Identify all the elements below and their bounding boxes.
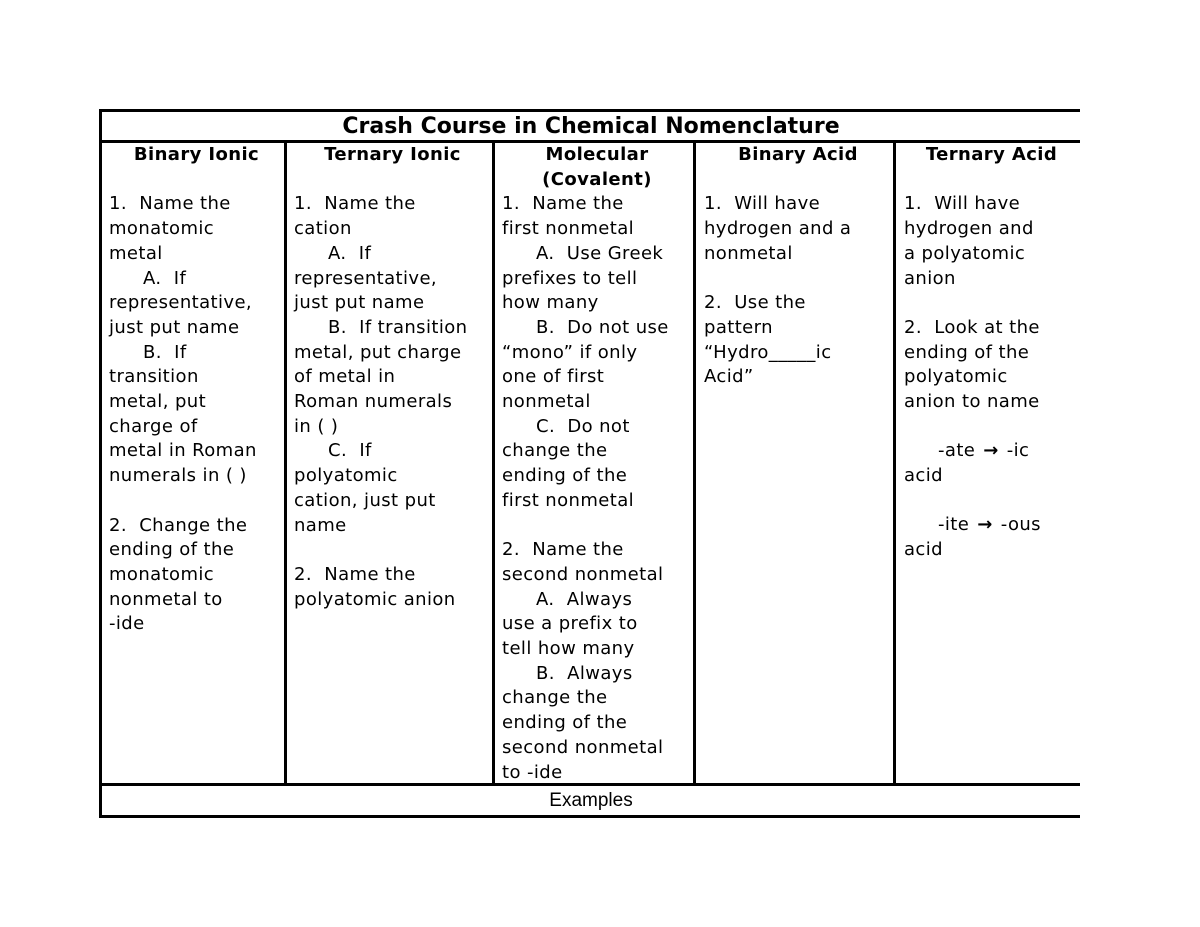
- column-text-line: Acid”: [704, 366, 754, 388]
- column-text-line: to -ide: [502, 761, 563, 783]
- column-text-line: anion to name: [904, 391, 1040, 412]
- column-text-line: 1. Name the: [294, 193, 416, 215]
- column-text-line: [294, 538, 491, 563]
- column-text-line: representative,: [294, 267, 438, 289]
- column-text-line: nonmetal to: [109, 588, 223, 610]
- column-text-line: cation, just put: [294, 489, 436, 511]
- column-text-line: C. If: [328, 440, 372, 462]
- column-heading: [294, 143, 491, 168]
- column-text-line: prefixes to tell: [502, 267, 638, 289]
- suffix-result: acid: [904, 539, 943, 561]
- column-text-line: [904, 415, 1079, 440]
- column-text-line: B. Do not use: [536, 316, 669, 338]
- column-divider-3: [693, 140, 696, 785]
- column-body: [294, 192, 491, 612]
- column-text-line: one of first: [502, 366, 605, 388]
- column-heading: [904, 143, 1079, 168]
- column-text-line: -ide: [109, 613, 145, 635]
- column-text-line: [502, 514, 692, 539]
- column-text-line: 1. Name the: [502, 193, 624, 215]
- column-text-line: polyatomic anion: [294, 588, 456, 610]
- column-text-line: metal, put charge: [294, 341, 462, 363]
- column-text-line: how many: [502, 292, 599, 314]
- column-ternary-ionic: [294, 143, 491, 783]
- column-text-line: polyatomic: [294, 465, 398, 487]
- column-heading-line: Ternary Acid: [925, 144, 1058, 165]
- column-text-line: [109, 489, 284, 514]
- column-text-line: A. Use Greek: [536, 242, 664, 264]
- column-binary-ionic: [109, 143, 284, 783]
- column-text-line: [704, 267, 892, 292]
- suffix-rule: [904, 513, 1079, 538]
- column-text-line: hydrogen and a: [704, 218, 852, 240]
- column-ternary-acid: [904, 143, 1079, 783]
- column-text-line: 1. Will have: [704, 193, 821, 215]
- column-text-line: just put name: [109, 316, 240, 338]
- column-text-line: B. If transition: [328, 316, 468, 338]
- column-text-line: pattern: [704, 316, 773, 338]
- column-text-line: A. Always: [536, 588, 633, 610]
- column-text-line: ending of the: [502, 465, 628, 487]
- column-body: [704, 192, 892, 390]
- column-text-line: anion: [904, 267, 956, 289]
- column-heading-line: Binary Acid: [738, 144, 858, 165]
- table-title: Crash Course in Chemical Nomenclature: [342, 114, 840, 139]
- column-text-line: a polyatomic: [904, 242, 1026, 264]
- column-text-line: 1. Name the: [109, 193, 231, 215]
- column-text-line: B. Always: [536, 662, 633, 684]
- column-text-line: ending of the: [904, 341, 1030, 363]
- column-text-line: Roman numerals: [294, 391, 453, 413]
- column-heading-line: Ternary Ionic: [324, 144, 461, 165]
- column-heading: [704, 143, 892, 168]
- column-body: [502, 192, 692, 785]
- table-left-border: [99, 109, 102, 818]
- column-body: [904, 192, 1079, 563]
- column-divider-4: [893, 140, 896, 785]
- suffix-from: -ite: [938, 514, 970, 536]
- suffix-rule: [904, 439, 1079, 464]
- column-text-line: first nonmetal: [502, 218, 635, 240]
- column-text-line: cation: [294, 218, 352, 240]
- blank-line: [904, 489, 1079, 514]
- column-text-line: monatomic: [109, 563, 215, 585]
- column-text-line: just put name: [294, 292, 425, 314]
- column-heading: [109, 143, 284, 168]
- column-text-line: hydrogen and: [904, 218, 1034, 240]
- column-text-line: 2. Name the: [502, 539, 624, 561]
- suffix-result: acid: [904, 465, 943, 487]
- column-text-line: ending of the: [502, 712, 628, 734]
- column-text-line: ending of the: [109, 539, 235, 561]
- column-text-line: 2. Name the: [294, 563, 416, 585]
- column-heading: [502, 143, 692, 192]
- column-text-line: change the: [502, 440, 608, 462]
- column-text-line: A. If: [143, 267, 187, 289]
- column-text-line: use a prefix to: [502, 613, 638, 635]
- column-text-line: in ( ): [294, 415, 339, 437]
- column-text-line: transition: [109, 366, 199, 388]
- examples-row-label: Examples: [549, 790, 633, 811]
- column-text-line: 2. Change the: [109, 514, 248, 536]
- column-text-line: representative,: [109, 292, 253, 314]
- column-text-line: charge of: [109, 415, 198, 437]
- column-text-line: name: [294, 514, 347, 536]
- column-text-line: “mono” if only: [502, 341, 638, 363]
- column-text-line: 1. Will have: [904, 193, 1021, 215]
- column-text-line: A. If: [328, 242, 372, 264]
- column-heading-line: (Covalent): [542, 168, 652, 190]
- column-text-line: [904, 291, 1079, 316]
- column-text-line: second nonmetal: [502, 736, 664, 758]
- column-text-line: tell how many: [502, 638, 635, 660]
- suffix-from: -ate: [938, 440, 976, 462]
- column-text-line: second nonmetal: [502, 563, 664, 585]
- column-text-line: 2. Use the: [704, 292, 806, 314]
- arrow-right-icon: →: [983, 440, 999, 462]
- column-divider-1: [284, 140, 287, 785]
- column-text-line: first nonmetal: [502, 489, 635, 511]
- column-text-line: 2. Look at the: [904, 316, 1040, 338]
- nomenclature-table: [99, 109, 1080, 818]
- suffix-to: -ous: [1000, 514, 1041, 536]
- suffix-to: -ic: [1006, 440, 1030, 462]
- column-text-line: numerals in ( ): [109, 465, 247, 487]
- column-molecular: [502, 143, 692, 783]
- arrow-right-icon: →: [977, 514, 993, 536]
- column-text-line: metal: [109, 242, 163, 264]
- table-bottom-border: [99, 815, 1080, 818]
- column-text-line: “Hydro_____ic: [704, 341, 832, 363]
- column-binary-acid: [704, 143, 892, 783]
- column-heading-line: Binary Ionic: [133, 144, 260, 165]
- column-divider-2: [492, 140, 495, 785]
- column-body: [109, 192, 284, 637]
- column-text-line: B. If: [143, 341, 187, 363]
- column-text-line: metal, put: [109, 391, 207, 413]
- column-text-line: polyatomic: [904, 366, 1008, 388]
- column-heading-line: Molecular: [545, 144, 649, 165]
- column-text-line: of metal in: [294, 366, 396, 388]
- column-text-line: change the: [502, 687, 608, 709]
- column-text-line: monatomic: [109, 218, 215, 240]
- column-text-line: nonmetal: [704, 242, 793, 264]
- column-text-line: C. Do not: [536, 415, 630, 437]
- column-text-line: nonmetal: [502, 391, 591, 413]
- column-text-line: metal in Roman: [109, 440, 257, 462]
